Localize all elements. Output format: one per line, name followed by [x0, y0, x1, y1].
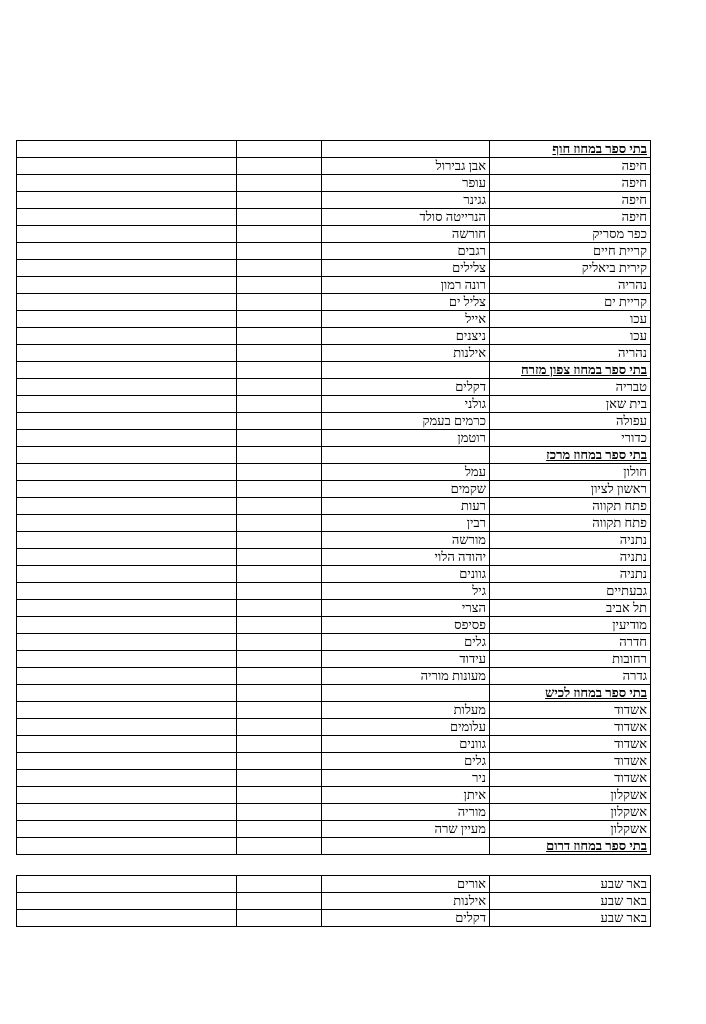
school-cell: מוריה: [322, 804, 490, 821]
table-row: [17, 702, 651, 719]
school-cell: מעיין שרה: [322, 821, 490, 838]
table-row: [17, 328, 651, 345]
city-cell: חיפה: [490, 175, 651, 192]
table-row: [17, 719, 651, 736]
city-cell: טבריה: [490, 379, 651, 396]
empty-cell: [17, 464, 237, 481]
empty-cell: [237, 243, 322, 260]
city-cell: ראשון לציון: [490, 481, 651, 498]
empty-cell: [237, 702, 322, 719]
school-cell: צליל ים: [322, 294, 490, 311]
empty-cell: [237, 430, 322, 447]
empty-cell: [17, 634, 237, 651]
empty-cell: [237, 498, 322, 515]
empty-cell: [237, 260, 322, 277]
city-cell: אשקלון: [490, 787, 651, 804]
empty-cell: [17, 583, 237, 600]
empty-cell: [17, 685, 237, 702]
school-cell: אילנות: [322, 345, 490, 362]
empty-cell: [17, 209, 237, 226]
table-row: [17, 464, 651, 481]
school-cell: אייל: [322, 311, 490, 328]
school-cell: אבן גבירול: [322, 158, 490, 175]
empty-cell: [237, 910, 322, 927]
empty-cell: [237, 753, 322, 770]
empty-cell: [17, 430, 237, 447]
school-cell: עמל: [322, 464, 490, 481]
city-cell: באר שבע: [490, 876, 651, 893]
empty-cell: [237, 141, 322, 158]
empty-cell: [17, 447, 237, 464]
table-row: [17, 787, 651, 804]
city-cell: פתח תקווה: [490, 498, 651, 515]
empty-cell: [17, 876, 237, 893]
school-cell: אורים: [322, 876, 490, 893]
empty-cell: [237, 396, 322, 413]
empty-cell: [17, 498, 237, 515]
table-row: [17, 260, 651, 277]
school-cell: איתן: [322, 787, 490, 804]
city-cell: נהריה: [490, 277, 651, 294]
table-row: [17, 753, 651, 770]
empty-cell: [237, 413, 322, 430]
empty-cell: [17, 345, 237, 362]
empty-cell: [17, 753, 237, 770]
table-row: [17, 379, 651, 396]
table-row: [17, 893, 651, 910]
empty-cell: [237, 481, 322, 498]
empty-cell: [237, 379, 322, 396]
city-cell: אשדוד: [490, 719, 651, 736]
city-cell: עכו: [490, 311, 651, 328]
school-cell: שקמים: [322, 481, 490, 498]
city-cell: קריית ים: [490, 294, 651, 311]
empty-cell: [17, 787, 237, 804]
school-cell: רעות: [322, 498, 490, 515]
school-cell: יהודה הלוי: [322, 549, 490, 566]
empty-cell: [17, 702, 237, 719]
school-cell: גוונים: [322, 566, 490, 583]
city-cell: חיפה: [490, 209, 651, 226]
empty-cell: [237, 549, 322, 566]
school-cell: הצרי: [322, 600, 490, 617]
city-cell: גבעתיים: [490, 583, 651, 600]
school-cell: גגינר: [322, 192, 490, 209]
empty-cell: [17, 362, 237, 379]
city-cell: אשקלון: [490, 804, 651, 821]
table-row: [17, 549, 651, 566]
table-row: [17, 226, 651, 243]
empty-cell: [237, 893, 322, 910]
school-cell: אילנות: [322, 893, 490, 910]
empty-cell: [237, 532, 322, 549]
empty-cell: [237, 311, 322, 328]
table-row: [17, 600, 651, 617]
city-cell: אשדוד: [490, 702, 651, 719]
table-row: [17, 566, 651, 583]
city-cell: אשקלון: [490, 821, 651, 838]
city-cell: חדרה: [490, 634, 651, 651]
empty-cell: [17, 821, 237, 838]
empty-cell: [237, 617, 322, 634]
district-heading: בתי ספר במחוז צפון מזרח: [490, 362, 651, 379]
empty-cell: [17, 243, 237, 260]
table-row: [17, 294, 651, 311]
schools-table-main: [16, 140, 650, 855]
empty-cell: [237, 838, 322, 855]
empty-cell: [237, 876, 322, 893]
empty-cell: [237, 277, 322, 294]
table-row: [17, 277, 651, 294]
school-cell: דקלים: [322, 379, 490, 396]
city-cell: אשדוד: [490, 753, 651, 770]
school-cell: מעונות מוריה: [322, 668, 490, 685]
city-cell: נתניה: [490, 566, 651, 583]
empty-cell: [17, 893, 237, 910]
school-cell: הנרייטה סולד: [322, 209, 490, 226]
empty-cell: [17, 910, 237, 927]
table-row: [17, 192, 651, 209]
empty-cell: [17, 719, 237, 736]
empty-cell: [237, 464, 322, 481]
school-cell: [322, 685, 490, 702]
empty-cell: [17, 141, 237, 158]
table-row: [17, 668, 651, 685]
empty-cell: [237, 583, 322, 600]
empty-cell: [17, 158, 237, 175]
table-row: [17, 175, 651, 192]
school-cell: גלים: [322, 634, 490, 651]
empty-cell: [17, 481, 237, 498]
empty-cell: [237, 668, 322, 685]
empty-cell: [237, 787, 322, 804]
school-cell: כרמים בעמק: [322, 413, 490, 430]
table-row: [17, 430, 651, 447]
city-cell: חיפה: [490, 192, 651, 209]
table-row: [17, 209, 651, 226]
table-row: [17, 634, 651, 651]
empty-cell: [237, 158, 322, 175]
table-row: [17, 243, 651, 260]
district-heading: בתי ספר במחוז לכיש: [490, 685, 651, 702]
section-header-row: [17, 838, 651, 855]
empty-cell: [237, 192, 322, 209]
empty-cell: [237, 209, 322, 226]
empty-cell: [237, 770, 322, 787]
school-cell: רוטמן: [322, 430, 490, 447]
table-row: [17, 736, 651, 753]
school-cell: [322, 362, 490, 379]
school-cell: פסיפס: [322, 617, 490, 634]
district-heading: בתי ספר במחוז מרכז: [490, 447, 651, 464]
city-cell: באר שבע: [490, 910, 651, 927]
city-cell: מודיעין: [490, 617, 651, 634]
city-cell: כדורי: [490, 430, 651, 447]
empty-cell: [17, 260, 237, 277]
table-row: [17, 396, 651, 413]
empty-cell: [237, 345, 322, 362]
empty-cell: [17, 328, 237, 345]
city-cell: תל אביב: [490, 600, 651, 617]
district-heading: בתי ספר במחוז חוף: [490, 141, 651, 158]
empty-cell: [17, 226, 237, 243]
schools-table: [16, 140, 651, 855]
empty-cell: [17, 651, 237, 668]
empty-cell: [237, 447, 322, 464]
city-cell: עפולה: [490, 413, 651, 430]
table-row: [17, 413, 651, 430]
school-cell: [322, 141, 490, 158]
schools-table-continued: [16, 875, 651, 927]
table-row: [17, 651, 651, 668]
city-cell: אשדוד: [490, 770, 651, 787]
section-header-row: [17, 685, 651, 702]
empty-cell: [237, 226, 322, 243]
school-cell: עידוד: [322, 651, 490, 668]
empty-cell: [237, 634, 322, 651]
empty-cell: [17, 379, 237, 396]
school-cell: [322, 447, 490, 464]
empty-cell: [17, 838, 237, 855]
empty-cell: [237, 821, 322, 838]
table-row: [17, 910, 651, 927]
empty-cell: [17, 617, 237, 634]
school-cell: רגבים: [322, 243, 490, 260]
school-cell: עלומים: [322, 719, 490, 736]
table-row: [17, 345, 651, 362]
city-cell: קירית ביאליק: [490, 260, 651, 277]
empty-cell: [17, 532, 237, 549]
empty-cell: [237, 719, 322, 736]
school-cell: [322, 838, 490, 855]
table-row: [17, 821, 651, 838]
empty-cell: [17, 311, 237, 328]
table-row: [17, 583, 651, 600]
section-header-row: [17, 447, 651, 464]
empty-cell: [237, 328, 322, 345]
city-cell: בית שאן: [490, 396, 651, 413]
empty-cell: [17, 277, 237, 294]
empty-cell: [237, 294, 322, 311]
empty-cell: [17, 736, 237, 753]
empty-cell: [17, 600, 237, 617]
city-cell: אשדוד: [490, 736, 651, 753]
city-cell: רחובות: [490, 651, 651, 668]
empty-cell: [17, 192, 237, 209]
empty-cell: [17, 175, 237, 192]
city-cell: באר שבע: [490, 893, 651, 910]
table-row: [17, 876, 651, 893]
empty-cell: [237, 804, 322, 821]
table-row: [17, 804, 651, 821]
school-cell: מעלות: [322, 702, 490, 719]
table-row: [17, 311, 651, 328]
section-header-row: [17, 141, 651, 158]
school-cell: רבין: [322, 515, 490, 532]
empty-cell: [17, 668, 237, 685]
empty-cell: [237, 685, 322, 702]
section-header-row: [17, 362, 651, 379]
school-cell: גיל: [322, 583, 490, 600]
schools-table-south: [16, 875, 650, 927]
empty-cell: [17, 294, 237, 311]
city-cell: פתח תקווה: [490, 515, 651, 532]
city-cell: חיפה: [490, 158, 651, 175]
school-cell: צלילים: [322, 260, 490, 277]
district-heading: בתי ספר במחוז דרום: [490, 838, 651, 855]
school-cell: ניצנים: [322, 328, 490, 345]
table-row: [17, 481, 651, 498]
empty-cell: [237, 175, 322, 192]
empty-cell: [17, 413, 237, 430]
empty-cell: [17, 396, 237, 413]
city-cell: כפר מסריק: [490, 226, 651, 243]
empty-cell: [237, 736, 322, 753]
table-row: [17, 770, 651, 787]
city-cell: קריית חיים: [490, 243, 651, 260]
school-cell: רונה רמון: [322, 277, 490, 294]
school-cell: גוונים: [322, 736, 490, 753]
school-cell: ניר: [322, 770, 490, 787]
city-cell: נהריה: [490, 345, 651, 362]
empty-cell: [237, 566, 322, 583]
empty-cell: [237, 600, 322, 617]
table-row: [17, 515, 651, 532]
table-row: [17, 617, 651, 634]
empty-cell: [17, 515, 237, 532]
empty-cell: [237, 362, 322, 379]
empty-cell: [17, 566, 237, 583]
school-cell: חורשה: [322, 226, 490, 243]
empty-cell: [17, 770, 237, 787]
city-cell: נתניה: [490, 549, 651, 566]
empty-cell: [17, 549, 237, 566]
city-cell: נתניה: [490, 532, 651, 549]
table-row: [17, 532, 651, 549]
empty-cell: [17, 804, 237, 821]
table-row: [17, 158, 651, 175]
table-row: [17, 498, 651, 515]
city-cell: חולון: [490, 464, 651, 481]
school-cell: דקלים: [322, 910, 490, 927]
city-cell: עכו: [490, 328, 651, 345]
school-cell: גולני: [322, 396, 490, 413]
empty-cell: [237, 515, 322, 532]
school-cell: גלים: [322, 753, 490, 770]
city-cell: גדרה: [490, 668, 651, 685]
empty-cell: [237, 651, 322, 668]
school-cell: עופר: [322, 175, 490, 192]
school-cell: מורשה: [322, 532, 490, 549]
